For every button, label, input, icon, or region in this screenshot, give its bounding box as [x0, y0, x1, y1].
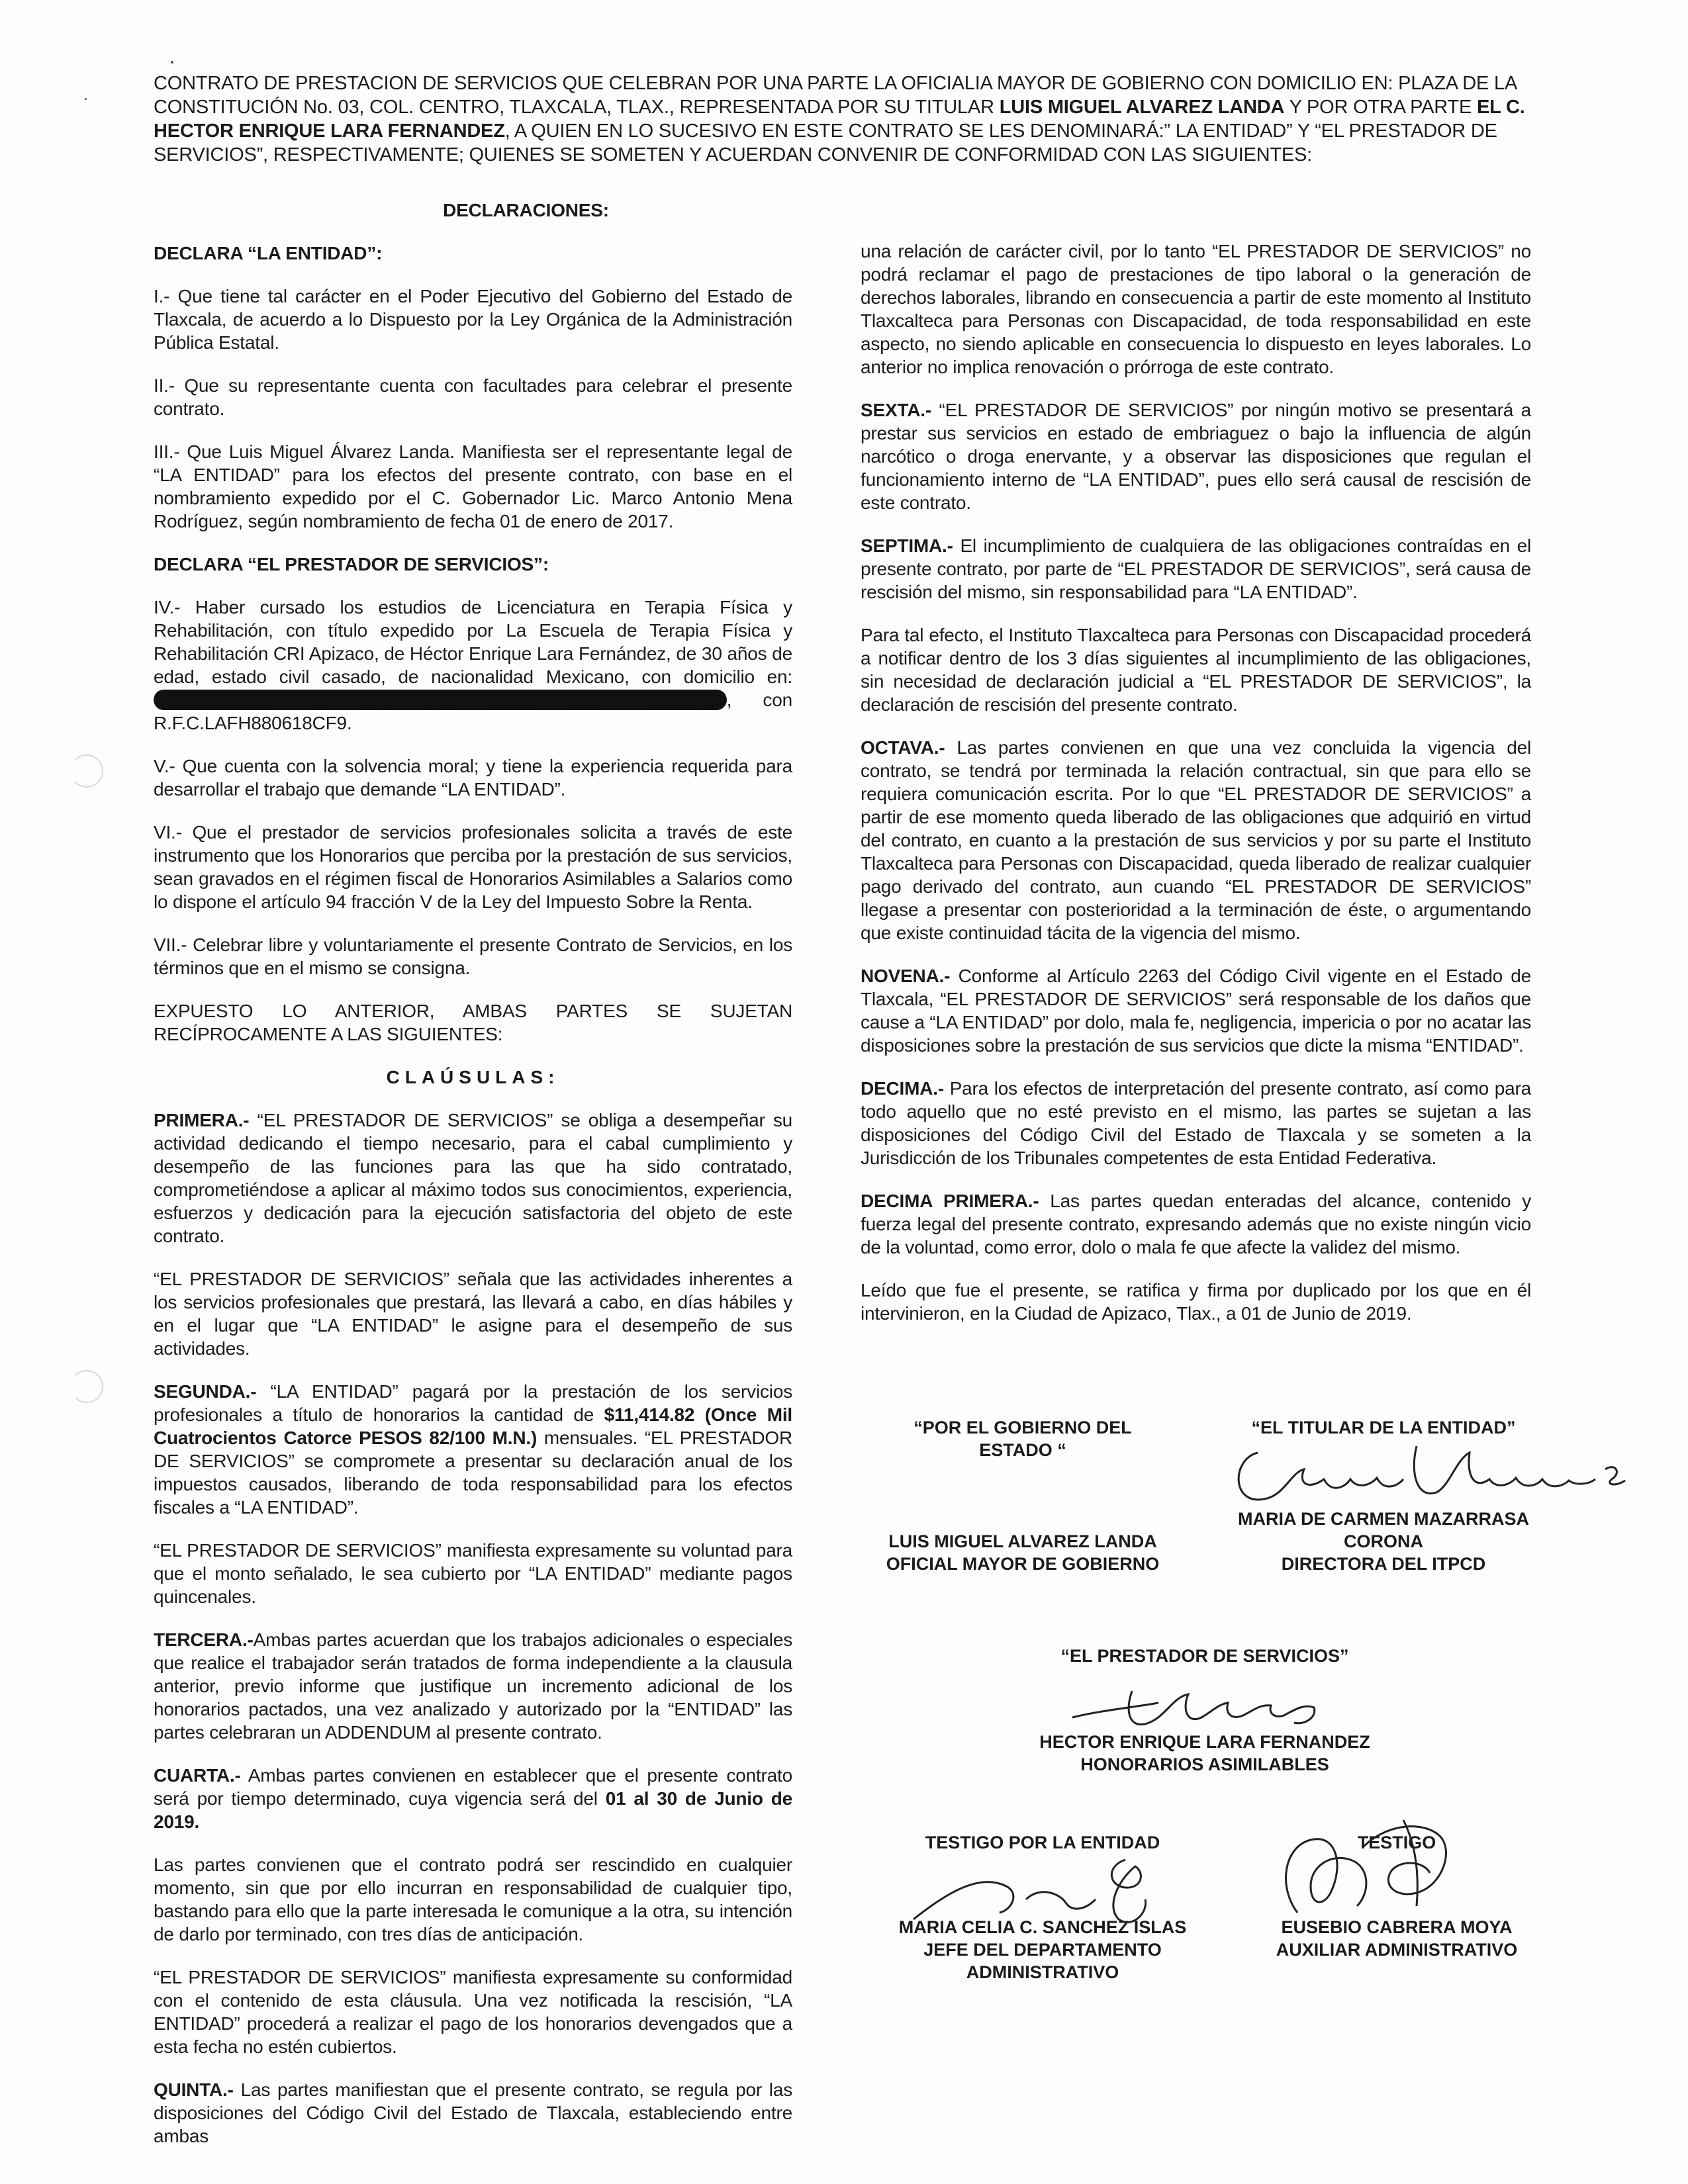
- declaration-5: V.- Que cuenta con la solvencia moral; y tiene la experiencia requerida para desarrollar el trabajo que demande “LA ENTIDAD”.: [154, 756, 792, 799]
- signer-name: MARIA DE CARMEN MAZARRASA: [1238, 1509, 1529, 1529]
- signer-name: LUIS MIGUEL ALVAREZ LANDA: [888, 1531, 1157, 1551]
- clause-tercera: [154, 1628, 792, 1744]
- signature-heading: TESTIGO POR LA ENTIDAD: [925, 1833, 1160, 1852]
- intro-text: , A QUIEN EN LO SUCESIVO EN ESTE CONTRATO SE LES DENOMINARÁ:” LA ENTIDAD” Y “EL PRESTADOR DE SERVICIOS”, RESPECTIVAMENTE; QUIENES SE SOMETEN Y ACUERDAN CONVENIR DE CONFORMIDAD CON LAS SIGUIENTES:: [154, 120, 1497, 165]
- clause-text: Para los efectos de interpretación del presente contrato, así como para todo aquello que no esté previsto en el mismo, las partes se sujetan a las disposiciones del Código Civil del Estado de Tlaxcala y se someten a la Jurisdicción de los Tribunales competentes de esta Entidad Federativa.: [861, 1078, 1531, 1168]
- declaration-3: III.- Que Luis Miguel Álvarez Landa. Manifiesta ser el representante legal de “LA ENTIDAD” para los efectos del presente contrato, con base en el nombramiento expedido por el C. Gobernador Lic. Marco Antonio Mena Rodríguez, según nombramiento de fecha 01 de enero de 2017.: [154, 441, 792, 531]
- signer-name: HECTOR ENRIQUE LARA FERNANDEZ: [1039, 1732, 1370, 1752]
- clause-text: Las partes manifiestan que el presente contrato, se regula por las disposiciones del Código Civil del Estado de Tlaxcala, estableciendo entre ambas: [154, 2079, 792, 2146]
- clause-paragraph: “EL PRESTADOR DE SERVICIOS” manifiesta expresamente su voluntad para que el monto señalado, le sea cubierto por “LA ENTIDAD” mediante pagos quincenales.: [154, 1540, 792, 1607]
- signer-name: CORONA: [1344, 1531, 1423, 1551]
- clause-text: “EL PRESTADOR DE SERVICIOS” por ningún motivo se presentará a prestar sus servicios en estado de embriaguez o bajo la influencia de algún narcótico o droga enervante, y a observar las disposiciones que regulan el funcionamiento interno de “LA ENTIDAD”, pues ello será causal de rescisión de este contrato.: [861, 400, 1531, 513]
- clause-segunda: [154, 1380, 792, 1519]
- clause-text: Las partes convienen en que una vez concluida la vigencia del contrato, se tendrá por terminada la relación contractual, sin que para ello se requiera comunicación escrita. Por lo que “EL PRESTADOR DE SERVICIOS” a partir de ese momento queda liberado de las obligaciones que adquirió en virtud del contrato, en cuanto a la prestación de sus servicios y por su parte el Instituto Tlaxcalteca para Personas con Discapacidad, queda liberado de realizar cualquier pago derivado del contrato, aun cuando “EL PRESTADOR DE SERVICIOS” llegase a presentar con posterioridad a la terminación de éste, o argumentando que existe continuidad tácita de la vigencia del mismo.: [861, 737, 1531, 943]
- clause-sexta: [861, 398, 1531, 514]
- clause-quinta: [154, 2078, 792, 2148]
- signer-role: HONORARIOS ASIMILABLES: [1080, 1754, 1329, 1774]
- signer-role: JEFE DEL DEPARTAMENTO: [923, 1940, 1162, 1960]
- signature-heading: “POR EL GOBIERNO DEL ESTADO “: [914, 1418, 1132, 1460]
- redacted-address: Xxxxxxxxxxxx No. 000 Col. Xxxxx Xxxx Xxxxxxxxx: [154, 690, 727, 710]
- clause-primera: [154, 1109, 792, 1248]
- declaration-2: II.- Que su representante cuenta con facultades para celebrar el presente contrato.: [154, 375, 792, 419]
- clause-label: TERCERA.-: [154, 1629, 254, 1650]
- clause-text: Conforme al Artículo 2263 del Código Civil vigente en el Estado de Tlaxcala, “EL PRESTADOR DE SERVICIOS” será responsable de los daños que cause a “LA ENTIDAD” por dolo, mala fe, negligencia, impericia o por no acatar las disposiciones sobre la prestación de sus servicios que dicte la misma “ENTIDAD”.: [861, 966, 1531, 1056]
- right-column: [861, 240, 1531, 1345]
- declaration-7: VII.- Celebrar libre y voluntariamente el presente Contrato de Servicios, en los términos que en el mismo se consigna.: [154, 934, 792, 978]
- signature-heading: “EL TITULAR DE LA ENTIDAD”: [1251, 1418, 1516, 1437]
- declaration-4-text: IV.- Haber cursado los estudios de Licenciatura en Terapia Física y Rehabilitación, con título expedido por La Escuela de Terapia Física y Rehabilitación CRI Apizaco, de Héctor Enrique Lara Fernández, de 30 años de edad, estado civil casado, de nacionalidad Mexicano, con domicilio en:: [154, 597, 792, 687]
- clause-label: CUARTA.-: [154, 1765, 241, 1786]
- prestador-signature: [1059, 1671, 1337, 1744]
- clause-label: OCTAVA.-: [861, 737, 945, 758]
- signer-role: ADMINISTRATIVO: [966, 1962, 1119, 1982]
- clause-text: “LA ENTIDAD” pagará por la prestación de los servicios profesionales a título de honorarios la cantidad de: [154, 1381, 792, 1425]
- clause-paragraph: Para tal efecto, el Instituto Tlaxcalteca para Personas con Discapacidad procederá a notificar dentro de los 3 días siguientes al incumplimiento de las obligaciones, sin necesidad de declaración judicial a “EL PRESTADOR DE SERVICIOS”, la declaración de rescisión del presente contrato.: [861, 625, 1531, 715]
- declaraciones-heading: DECLARACIONES:: [443, 200, 609, 220]
- declara-entidad-heading: DECLARA “LA ENTIDAD”:: [154, 243, 383, 263]
- clause-paragraph: Las partes convienen que el contrato podrá ser rescindido en cualquier momento, sin que por ello incurran en responsabilidad de cualquier tipo, bastando para ello que la parte interesada le comunique a la otra, su intención de darlo por terminado, con tres días de anticipación.: [154, 1854, 792, 1944]
- signature-heading: TESTIGO: [1357, 1833, 1436, 1852]
- clause-paragraph: una relación de carácter civil, por lo tanto “EL PRESTADOR DE SERVICIOS” no podrá reclamar el pago de prestaciones de tipo laboral o la generación de derechos laborales, librando en consecuencia a partir de este momento al Instituto Tlaxcalteca para Personas con Discapacidad, de toda responsabilidad en este aspecto, no siendo aplicable en consecuencia lo dispuesto en leyes laborales. Lo anterior no implica renovación o prórroga de este contrato.: [861, 241, 1531, 377]
- clause-label: SEXTA.-: [861, 400, 931, 420]
- titular-signature: [1218, 1433, 1642, 1525]
- punch-hole-mark: [70, 1370, 103, 1403]
- declaration-4: [154, 596, 792, 735]
- contract-intro: [154, 71, 1537, 167]
- clause-label: DECIMA PRIMERA.-: [861, 1191, 1039, 1211]
- signature-heading: “EL PRESTADOR DE SERVICIOS”: [1060, 1646, 1349, 1666]
- signer-role: AUXILIAR ADMINISTRATIVO: [1276, 1940, 1518, 1960]
- clause-paragraph: “EL PRESTADOR DE SERVICIOS” manifiesta expresamente su conformidad con el contenido de esta cláusula. Una vez notificada la rescisión, “LA ENTIDAD” procederá a realizar el pago de los honorarios devengados que a esta fecha no estén cubiertos.: [154, 1967, 792, 2057]
- testigo-signature: [1271, 1807, 1470, 1933]
- contract-period: 01 al 30 de Junio de 2019.: [154, 1788, 792, 1832]
- representative-name: LUIS MIGUEL ALVAREZ LANDA: [999, 97, 1285, 118]
- clause-text: Las partes quedan enteradas del alcance, contenido y fuerza legal del presente contrato, expresando además que no existe ningún vicio de la voluntad, como error, dolo o mala fe que afecte la validez del mismo.: [861, 1191, 1531, 1257]
- clause-octava: [861, 736, 1531, 944]
- scan-speck: [85, 98, 87, 100]
- left-column: [154, 199, 792, 2167]
- clause-label: NOVENA.-: [861, 966, 951, 986]
- clause-label: PRIMERA.-: [154, 1110, 250, 1130]
- declaration-4-rfc: , con R.F.C.LAFH880618CF9.: [154, 690, 792, 733]
- expuesto-paragraph: EXPUESTO LO ANTERIOR, AMBAS PARTES SE SUJETAN RECÍPROCAMENTE A LAS SIGUIENTES:: [154, 1001, 792, 1044]
- clause-paragraph: “EL PRESTADOR DE SERVICIOS” señala que las actividades inherentes a los servicios profesionales que prestará, las llevará a cabo, en días hábiles y en el lugar que “LA ENTIDAD” le asigne para el desempeño de sus actividades.: [154, 1269, 792, 1359]
- provider-name: EL C. HECTOR ENRIQUE LARA FERNANDEZ: [154, 97, 1525, 142]
- clause-novena: [861, 964, 1531, 1057]
- clause-decima: [861, 1077, 1531, 1169]
- testigo-entidad-signature: [907, 1846, 1185, 1939]
- clause-label: SEPTIMA.-: [861, 535, 953, 556]
- intro-text: CONTRATO DE PRESTACION DE SERVICIOS QUE CELEBRAN POR UNA PARTE LA OFICIALIA MAYOR DE GOBIERNO CON DOMICILIO EN: PLAZA DE LA CONSTITUCIÓN No. 03, COL. CENTRO, TLAXCALA, TLAX., REPRESENTADA POR SU TITULAR: [154, 73, 1517, 118]
- punch-hole-mark: [70, 754, 103, 788]
- clause-cuarta: [154, 1764, 792, 1833]
- clause-decima-primera: [861, 1189, 1531, 1259]
- signer-role: OFICIAL MAYOR DE GOBIERNO: [886, 1554, 1160, 1574]
- clause-text: Ambas partes convienen en establecer que el presente contrato será por tiempo determinado, cuya vigencia será del: [154, 1765, 792, 1809]
- ratification-paragraph: Leído que fue el presente, se ratifica y firma por duplicado por los que en él intervinieron, en la Ciudad de Apizaco, Tlax., a 01 de Junio de 2019.: [861, 1280, 1531, 1324]
- gobierno-signature-block: [877, 1416, 1168, 1575]
- clause-label: SEGUNDA.-: [154, 1381, 257, 1402]
- clause-text: “EL PRESTADOR DE SERVICIOS” se obliga a desempeñar su actividad dedicando el tiempo necesario, para el cabal cumplimiento y desempeño de las funciones para las que ha sido contratado, comprometiéndose a aplicar al máximo todos sus conocimientos, experiencia, esfuerzos y dedicación para la ejecución satisfactoria del objeto de este contrato.: [154, 1110, 792, 1246]
- intro-text: Y POR OTRA PARTE: [1284, 97, 1477, 118]
- signer-name: MARIA CELIA C. SANCHEZ ISLAS: [898, 1917, 1187, 1937]
- declara-prestador-heading: DECLARA “EL PRESTADOR DE SERVICIOS”:: [154, 554, 549, 574]
- clause-text: El incumplimiento de cualquiera de las obligaciones contraídas en el presente contrato, por parte de “EL PRESTADOR DE SERVICIOS”, será causa de rescisión del mismo, sin responsabilidad para “LA ENTIDAD”.: [861, 535, 1531, 602]
- declaration-1: I.- Que tiene tal carácter en el Poder Ejecutivo del Gobierno del Estado de Tlaxcala, de acuerdo a lo Dispuesto por la Ley Orgánica de la Administración Pública Estatal.: [154, 286, 792, 353]
- clause-text: mensuales. “EL PRESTADOR DE SERVICIOS” se compromete a presentar su declaración anual de los impuestos causados, liberando de toda responsabilidad para los efectos fiscales a “LA ENTIDAD”.: [154, 1428, 792, 1518]
- scan-speck: [171, 61, 173, 64]
- clause-label: DECIMA.-: [861, 1078, 944, 1099]
- signer-name: EUSEBIO CABRERA MOYA: [1281, 1917, 1513, 1937]
- clause-label: QUINTA.-: [154, 2079, 234, 2100]
- clause-text: Ambas partes acuerdan que los trabajos adicionales o especiales que realice el trabajador serán tratados de forma independiente a la clausula anterior, previo informe que justifique un incremento adicional de los honorarios pactados, una vez analizado y autorizado por la “ENTIDAD” las partes celebraran un ADDENDUM al presente contrato.: [154, 1629, 792, 1743]
- clause-septima: [861, 534, 1531, 604]
- clausulas-heading: CLAÚSULAS:: [386, 1067, 560, 1087]
- declaration-6: VI.- Que el prestador de servicios profesionales solicita a través de este instrumento que los Honorarios que perciba por la prestación de sus servicios, sean gravados en el régimen fiscal de Honorarios Asimilables a Salarios como lo dispone el artículo 94 fracción V de la Ley del Impuesto Sobre la Renta.: [154, 822, 792, 912]
- signer-role: DIRECTORA DEL ITPCD: [1281, 1554, 1486, 1574]
- payment-amount: $11,414.82 (Once Mil Cuatrocientos Catorce PESOS 82/100 M.N.): [154, 1404, 792, 1448]
